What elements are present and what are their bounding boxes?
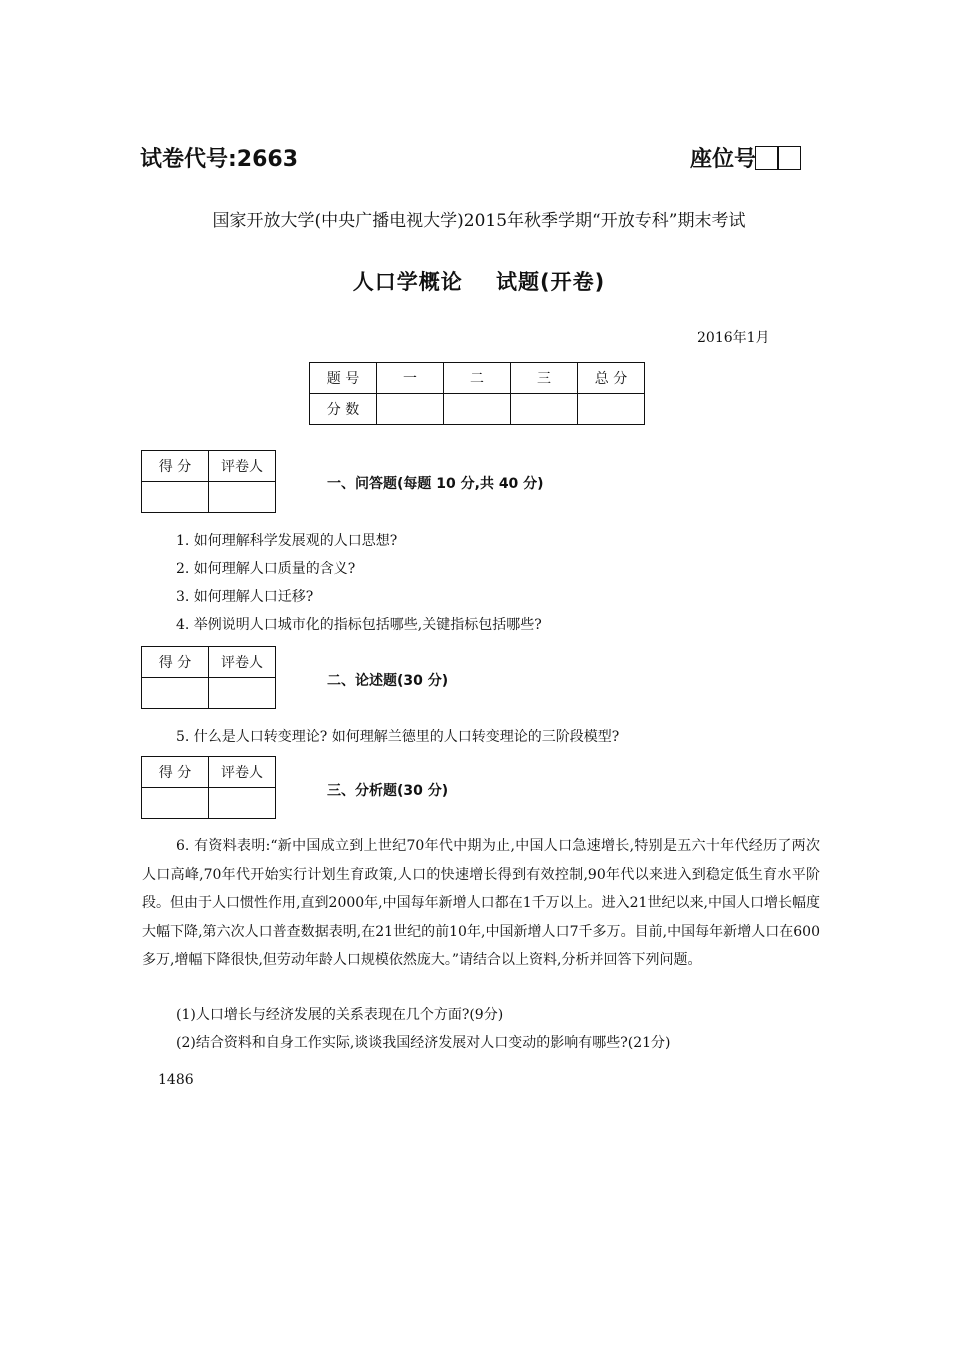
grader-cell: [209, 482, 276, 513]
score-cell: [444, 394, 511, 425]
grader-cell: [142, 788, 209, 819]
exam-date: 2016年1月: [697, 330, 770, 346]
grader-box: [141, 646, 276, 709]
score-row-label: 分 数: [310, 394, 377, 425]
score-header-cell: 一: [377, 363, 444, 394]
exam-header: 国家开放大学(中央广播电视大学)2015年秋季学期“开放专科”期末考试: [212, 211, 746, 231]
grader-box: [141, 450, 276, 513]
question-5: 5. 什么是人口转变理论? 如何理解兰德里的人口转变理论的三阶段模型?: [176, 729, 620, 745]
score-header-cell: 总 分: [578, 363, 645, 394]
seat-label: 座位号: [690, 147, 757, 172]
question-1: 1. 如何理解科学发展观的人口思想?: [176, 533, 398, 549]
question-6: 6. 有资料表明:“新中国成立到上世纪70年代中期为止,中国人口急速增长,特别是五六十年代经历了两次人口高峰,70年代开始实行计划生育政策,人口的快速增长得到有效控制,90年代以来进入到稳定低生育水平阶段。但由于人口惯性作用,直到2000年,中国每年新增人口都在1千万以上。进入21世纪以来,中国人口增长幅度大幅下降,第六次人口普查数据表明,在21世纪的前10年,中国新增人口7千多万。目前,中国每年新增人口在600多万,增幅下降很快,但劳动年龄人口规模依然庞大。”请结合以上资料,分析并回答下列问题。: [142, 838, 820, 968]
grader-cell: [209, 678, 276, 709]
grader-box: [141, 756, 276, 819]
grader-score-label: 得 分: [142, 451, 209, 482]
grader-cell: [142, 482, 209, 513]
score-cell: [578, 394, 645, 425]
question-6-part-2: (2)结合资料和自身工作实际,谈谈我国经济发展对人口变动的影响有哪些?(21分): [176, 1035, 671, 1051]
score-header-cell: 题 号: [310, 363, 377, 394]
grader-cell: [209, 788, 276, 819]
grader-label: 评卷人: [209, 451, 276, 482]
grader-score-label: 得 分: [142, 757, 209, 788]
seat-number: [690, 142, 801, 173]
score-cell: [511, 394, 578, 425]
score-header-cell: 二: [444, 363, 511, 394]
page-number: 1486: [158, 1072, 194, 1088]
grader-label: 评卷人: [209, 647, 276, 678]
grader-label: 评卷人: [209, 757, 276, 788]
question-4: 4. 举例说明人口城市化的指标包括哪些,关键指标包括哪些?: [176, 617, 542, 633]
question-6-part-1: (1)人口增长与经济发展的关系表现在几个方面?(9分): [176, 1007, 504, 1023]
score-header-cell: 三: [511, 363, 578, 394]
score-cell: [377, 394, 444, 425]
paper-code: 试卷代号:2663: [140, 147, 299, 172]
score-table: [309, 362, 645, 425]
exam-title: 人口学概论 试题(开卷): [352, 270, 606, 294]
section-2-title: 二、论述题(30 分): [327, 673, 449, 689]
question-2: 2. 如何理解人口质量的含义?: [176, 561, 356, 577]
section-1-title: 一、问答题(每题 10 分,共 40 分): [327, 476, 544, 492]
question-3: 3. 如何理解人口迁移?: [176, 589, 314, 605]
section-3-title: 三、分析题(30 分): [327, 783, 449, 799]
grader-score-label: 得 分: [142, 647, 209, 678]
seat-box: [755, 146, 779, 170]
seat-box: [777, 146, 801, 170]
grader-cell: [142, 678, 209, 709]
